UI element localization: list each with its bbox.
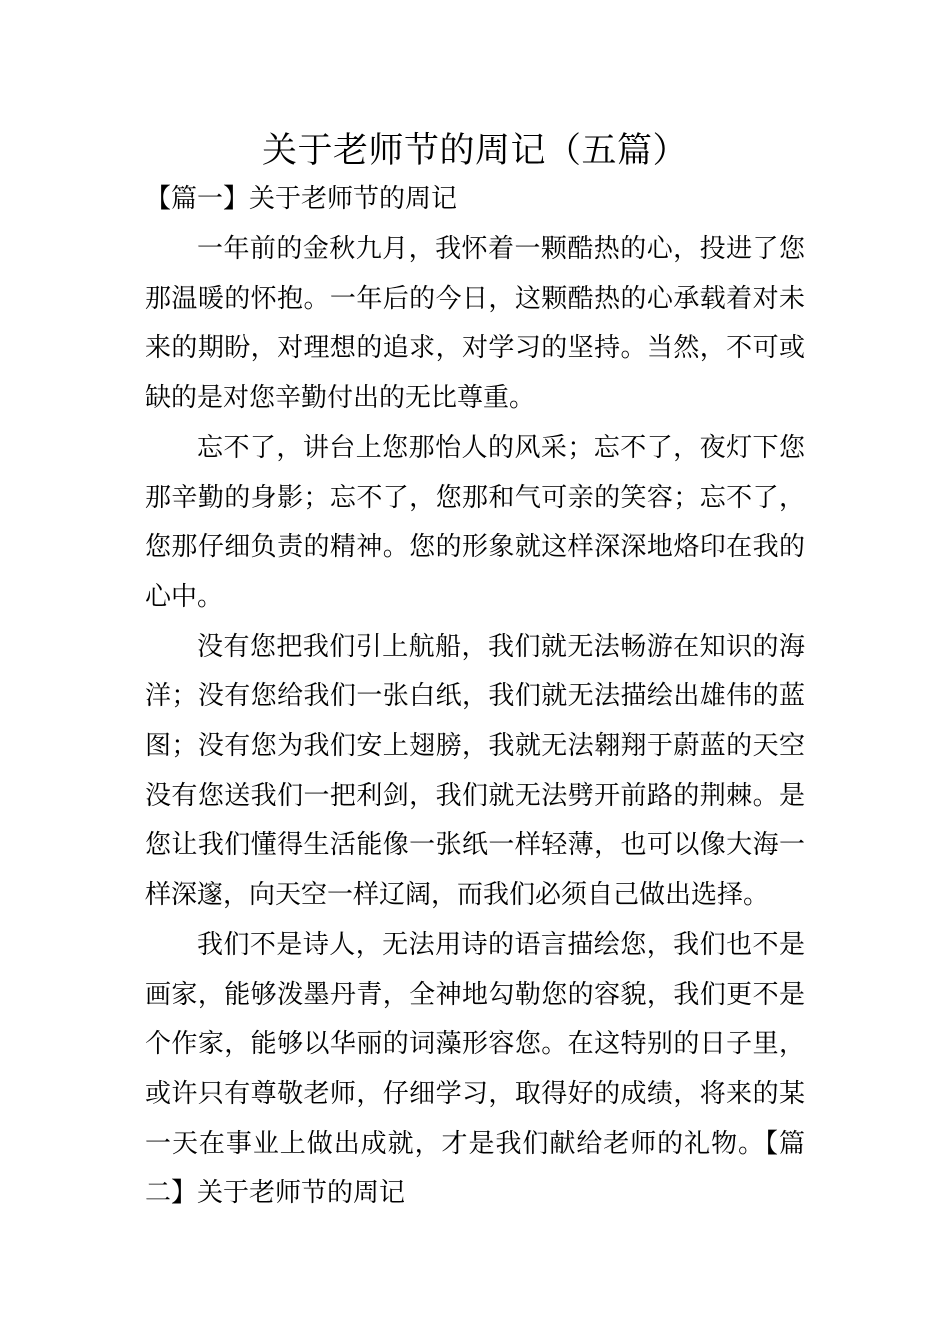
paragraph-2: 忘不了，讲台上您那怡人的风采；忘不了，夜灯下您那辛勤的身影；忘不了，您那和气可亲的笑容；忘不了，您那仔细负责的精神。您的形象就这样深深地烙印在我的心中。	[145, 432, 805, 612]
paragraph-4	[145, 921, 805, 1219]
section-heading-2: 【篇二】关于老师节的周记	[145, 1128, 805, 1209]
paragraph-3: 没有您把我们引上航船，我们就无法畅游在知识的海洋；没有您给我们一张白纸，我们就无法描绘出雄伟的蓝图；没有您为我们安上翅膀，我就无法翱翔于蔚蓝的天空没有您送我们一把利剑，我们就无法劈开前路的荆棘。是您让我们懂得生活能像一张纸一样轻薄，也可以像大海一样深邃，向天空一样辽阔，而我们必须自己做出选择。	[145, 631, 805, 911]
section-heading-1: 【篇一】关于老师节的周记	[145, 184, 458, 214]
paragraph-4-text: 我们不是诗人，无法用诗的语言描绘您，我们也不是画家，能够泼墨丹青，全神地勾勒您的容貌，我们更不是个作家，能够以华丽的词藻形容您。在这特别的日子里，或许只有尊敬老师，仔细学习，取得好的成绩，将来的某一天在事业上做出成就，才是我们献给老师的礼物。	[145, 929, 805, 1159]
document-title: 关于老师节的周记（五篇）	[261, 131, 688, 171]
paragraph-1: 一年前的金秋九月，我怀着一颗酷热的心，投进了您那温暖的怀抱。一年后的今日，这颗酷热的心承载着对未来的期盼，对理想的追求，对学习的坚持。当然，不可或缺的是对您辛勤付出的无比尊重。	[145, 234, 805, 414]
document-body	[145, 225, 805, 1219]
